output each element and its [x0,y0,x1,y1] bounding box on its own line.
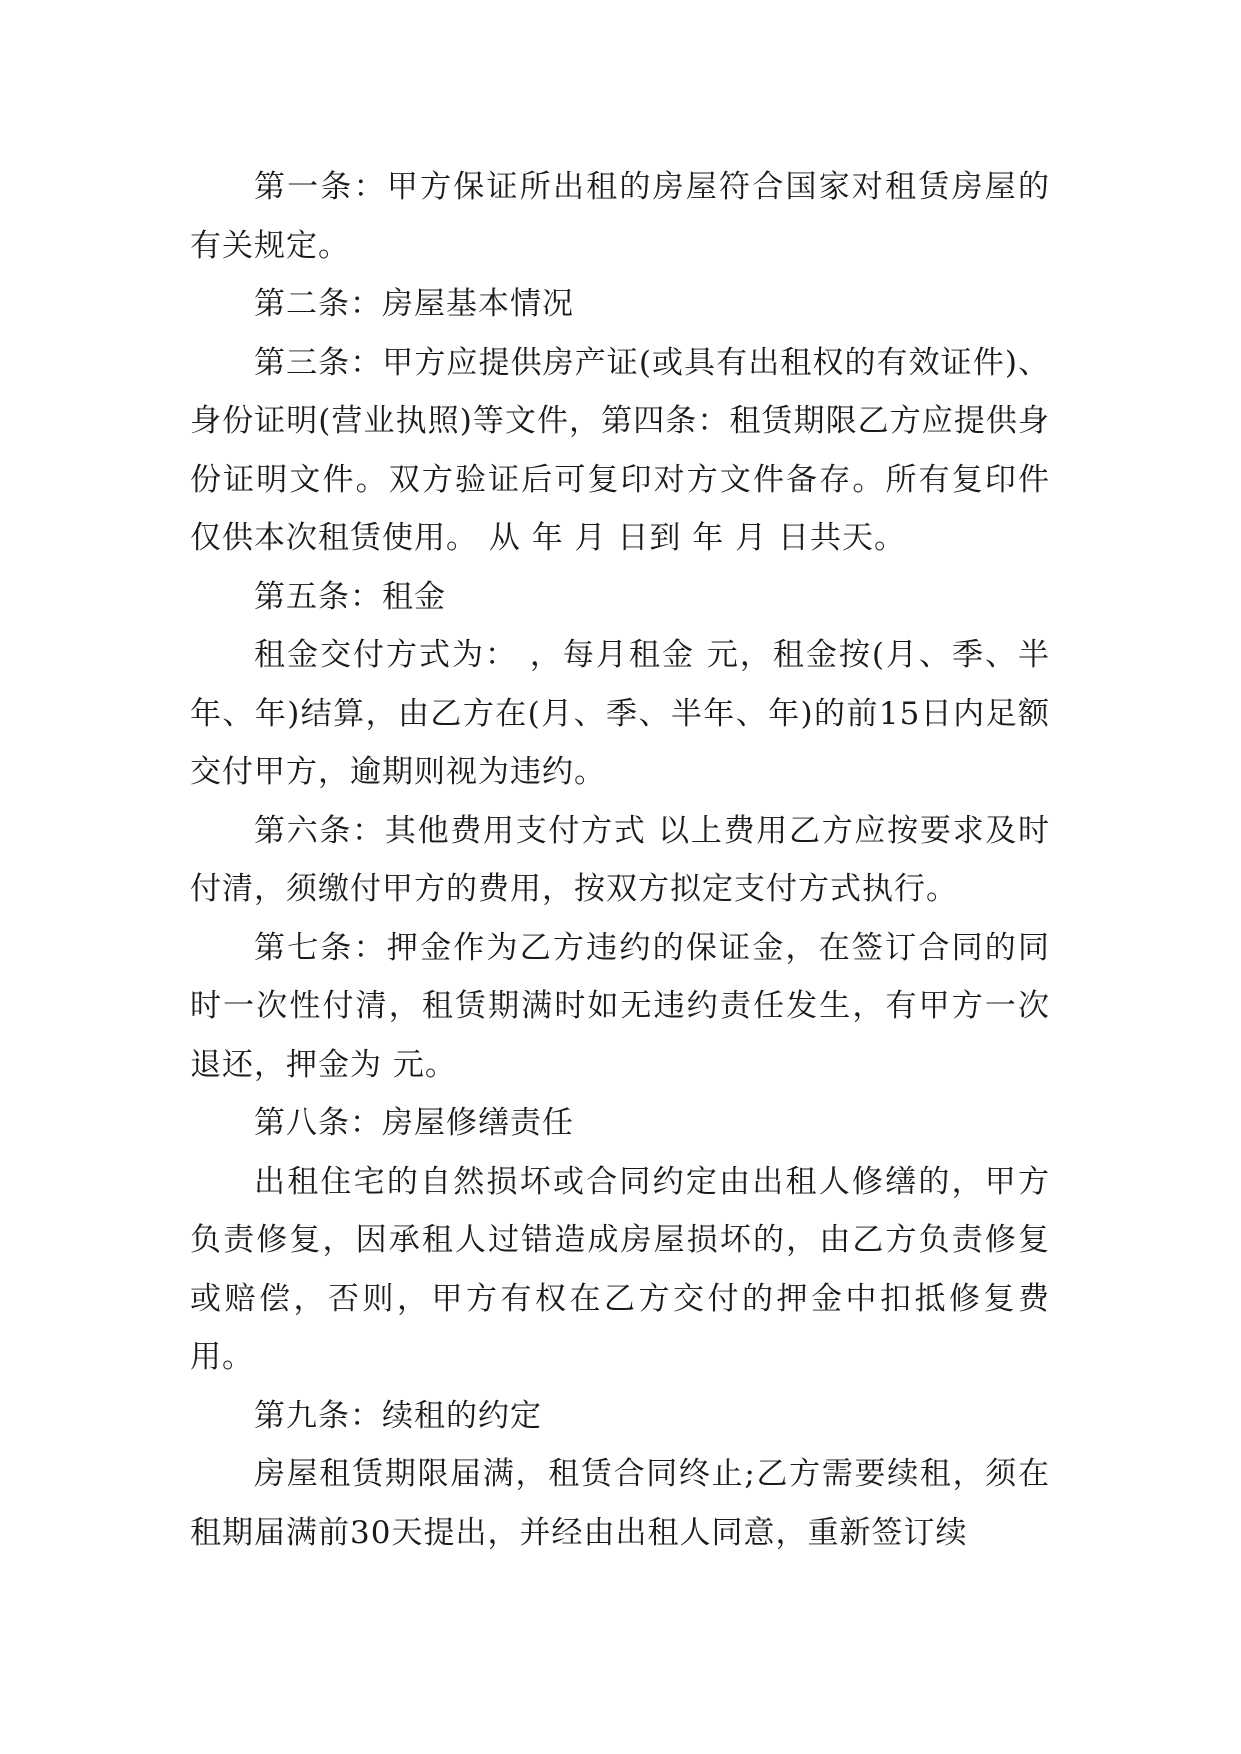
clause-2-heading: 第二条：房屋基本情况 [254,286,574,322]
clause-1-paragraph: 第一条：甲方保证所出租的房屋符合国家对租赁房屋的有关规定。 [190,169,1050,264]
rent-payment-paragraph: 租金交付方式为： ，每月租金 元，租金按(月、季、半年、年)结算，由乙方在(月、季、半年、年)的前15日内足额交付甲方，逾期则视为违约。 [190,637,1050,790]
document-body [190,158,1050,1562]
clause-6-paragraph: 第六条：其他费用支付方式 以上费用乙方应按要求及时付清，须缴付甲方的费用，按双方拟定支付方式执行。 [190,812,1050,907]
renewal-paragraph: 房屋租赁期限届满，租赁合同终止;乙方需要续租，须在租期届满前30天提出，并经由出租人同意，重新签订续 [190,1456,1050,1551]
clause-9-heading: 第九条：续租的约定 [254,1397,542,1434]
clause-3-4-paragraph: 第三条：甲方应提供房产证(或具有出租权的有效证件)、身份证明(营业执照)等文件，第四条：租赁期限乙方应提供身份证明文件。双方验证后可复印对方文件备存。所有复印件仅供本次租赁使用。 从 年 月 日到 年 月 日共天。 [190,344,1050,556]
clause-7-paragraph: 第七条：押金作为乙方违约的保证金，在签订合同的同时一次性付清，租赁期满时如无违约责任发生，有甲方一次退还，押金为 元。 [190,929,1050,1083]
repair-responsibility-paragraph: 出租住宅的自然损坏或合同约定由出租人修缮的，甲方负责修复，因承租人过错造成房屋损坏的，由乙方负责修复或赔偿，否则，甲方有权在乙方交付的押金中扣抵修复费用。 [190,1163,1050,1375]
clause-8-heading: 第八条：房屋修缮责任 [254,1105,574,1141]
clause-5-heading: 第五条：租金 [254,578,446,615]
